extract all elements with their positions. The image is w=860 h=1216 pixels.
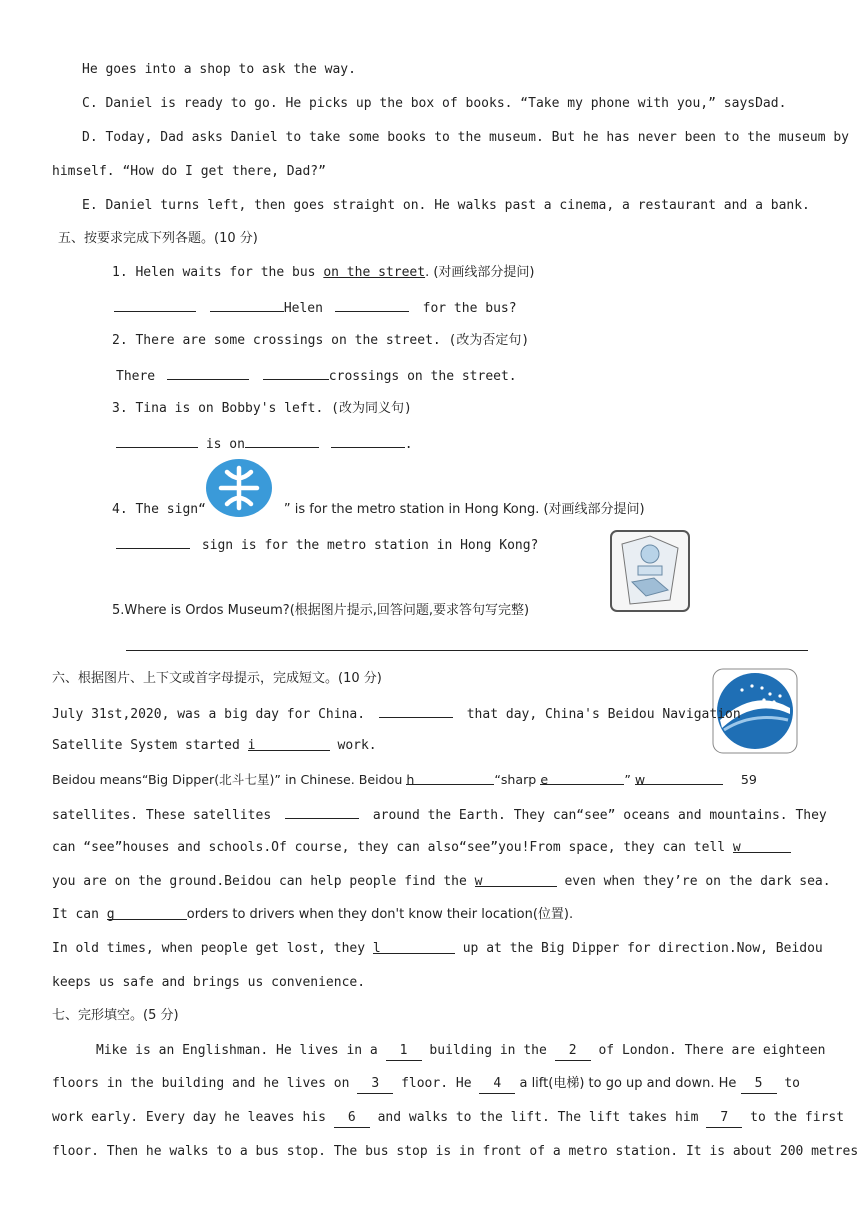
q2-answer [116, 366, 517, 386]
cloze-p2-d: to [776, 1076, 800, 1091]
cloze-p3-a: work early. Every day he leaves his [52, 1110, 334, 1125]
sec6-blank-e[interactable] [540, 771, 624, 785]
q1-blank-2[interactable] [210, 298, 284, 312]
story-line-e: E. Daniel turns left, then goes straight on. He walks past a cinema, a restaurant and a bank. [82, 198, 810, 213]
sec6-blank-g[interactable] [107, 906, 187, 920]
cloze-blank-1[interactable]: 1 [386, 1042, 422, 1061]
q3-prompt [112, 400, 412, 418]
q1-helen: Helen [283, 301, 323, 316]
q1-blank-1[interactable] [114, 298, 196, 312]
cloze-p1-b: building in the [421, 1043, 555, 1058]
cloze-blank-2[interactable]: 2 [555, 1042, 591, 1061]
sec6-line-3 [52, 771, 757, 789]
cloze-p1-c: of London. There are eighteen [590, 1043, 826, 1058]
sec6-blank-w1[interactable] [635, 771, 723, 785]
q2-text: 2. There are some crossings on the street. (改为否定句) [112, 333, 530, 348]
q3-answer [116, 434, 413, 454]
sec6-line-1 [52, 704, 741, 724]
section-7-title: 七、完形填空。(5 分) [52, 1008, 179, 1023]
q4-text-b: ” is for the metro station in Hong Kong. (对画线部分提问) [283, 502, 645, 517]
sec6-l2-a: Satellite System started [52, 738, 248, 753]
hint-letter-i: i [247, 738, 256, 753]
q1-text: 1. Helen waits for the bus [112, 265, 324, 280]
cloze-line-3 [52, 1109, 844, 1128]
cloze-blank-4[interactable]: 4 [479, 1075, 515, 1094]
cloze-p3-c: to the first [742, 1110, 845, 1125]
sec6-l3-b: “sharp [494, 772, 541, 787]
sec6-l3-a: Beidou means“Big Dipper(北斗七星)” in Chinese. Beidou [52, 772, 407, 787]
q5-prompt [112, 602, 529, 620]
hint-letter-h: h [406, 772, 415, 787]
q1-underlined: on the street [323, 265, 426, 280]
story-line-c: C. Daniel is ready to go. He picks up the box of books. “Take my phone with you,” saysDad. [82, 96, 787, 111]
sec6-l7-b: orders to drivers when they don't know their location(位置). [186, 907, 574, 922]
sec6-blank-l[interactable] [373, 940, 455, 954]
q2-there: There [116, 369, 156, 384]
cloze-p2-b: floor. He [393, 1076, 480, 1091]
sec6-blank-w2[interactable] [733, 839, 791, 853]
sec6-line-4 [52, 805, 827, 825]
q5-text: 5.Where is Ordos Museum?(根据图片提示,回答问题,要求答句写完整) [112, 603, 530, 618]
sec6-blank-h[interactable] [406, 771, 494, 785]
sec6-l3-c: ” [624, 772, 635, 787]
sec6-blank-2[interactable] [285, 805, 359, 819]
hint-letter-g: g [106, 907, 115, 922]
cloze-p3-b: and walks to the lift. The lift takes him [369, 1110, 707, 1125]
story-line-b: He goes into a shop to ask the way. [82, 62, 356, 77]
q3-is-on: is on [198, 437, 245, 452]
sec6-l1-b: that day, China's Beidou Navigation [466, 707, 741, 722]
sec6-l7-a: It can [52, 907, 107, 922]
sec6-l8-b: up at the Big Dipper for direction.Now, Beidou [454, 941, 823, 956]
sec6-l4-a: satellites. These satellites [52, 808, 272, 823]
ordos-map-image [610, 530, 690, 612]
q3-period: . [404, 437, 413, 452]
sec6-l6-a: you are on the ground.Beidou can help people find the [52, 874, 475, 889]
sec6-blank-w3[interactable] [475, 873, 557, 887]
q2-blank-1[interactable] [167, 366, 249, 380]
q1-answer [114, 298, 517, 318]
cloze-p2-a: floors in the building and he lives on [52, 1076, 358, 1091]
sec6-line-9: keeps us safe and brings us convenience. [52, 975, 366, 990]
q2-prompt [112, 332, 529, 350]
sec6-line-7 [52, 906, 573, 924]
sec6-l2-b: work. [329, 738, 377, 753]
cloze-p2-c: a lift(电梯) to go up and down. He [515, 1076, 741, 1091]
cloze-p1-a: Mike is an Englishman. He lives in a [96, 1043, 386, 1058]
sec6-line-5 [52, 839, 791, 857]
sec6-blank-1[interactable] [379, 704, 453, 718]
section-5-title: 五、按要求完成下列各题。(10 分) [58, 231, 258, 246]
q4-answer [116, 535, 538, 555]
sec6-l6-b: even when they’re on the dark sea. [556, 874, 831, 889]
sec6-l1-a: July 31st,2020, was a big day for China. [52, 707, 366, 722]
story-line-d2: himself. “How do I get there, Dad?” [52, 164, 326, 179]
sec6-l3-d: 59 [740, 772, 757, 787]
cloze-line-1 [96, 1042, 825, 1061]
q1-prompt [112, 264, 535, 282]
q3-blank-2[interactable] [245, 434, 319, 448]
q1-blank-3[interactable] [335, 298, 409, 312]
hint-letter-w2: w [732, 840, 741, 855]
sec6-l5-a: can “see”houses and schools.Of course, they can also“see”you!From space, they can tell [52, 840, 733, 855]
q2-tail: crossings on the street. [328, 369, 517, 384]
sec6-l8-a: In old times, when people get lost, they [52, 941, 373, 956]
sec6-line-8 [52, 940, 823, 958]
q4-prompt [112, 501, 645, 519]
q5-answer-line[interactable] [126, 650, 808, 651]
hint-letter-w1: w [634, 772, 646, 787]
cloze-blank-5[interactable]: 5 [741, 1075, 777, 1094]
q1-instruction: . (对画线部分提问) [425, 265, 535, 280]
hint-letter-e: e [540, 772, 549, 787]
q3-blank-1[interactable] [116, 434, 198, 448]
sec6-l4-b: around the Earth. They can“see” oceans and mountains. They [372, 808, 827, 823]
q4-text-a: 4. The sign“ [112, 502, 206, 517]
sec6-blank-i[interactable] [248, 737, 330, 751]
hint-letter-w3: w [474, 874, 483, 889]
q2-blank-2[interactable] [263, 366, 329, 380]
cloze-blank-6[interactable]: 6 [334, 1109, 370, 1128]
cloze-line-4: floor. Then he walks to a bus stop. The bus stop is in front of a metro station. It is about 200 metres [52, 1144, 859, 1159]
hint-letter-l: l [372, 941, 381, 956]
section-6-title: 六、根据图片、上下文或首字母提示，完成短文。(10 分) [52, 671, 382, 686]
q1-tail: for the bus? [422, 301, 517, 316]
q3-text: 3. Tina is on Bobby's left. (改为同义句) [112, 401, 412, 416]
sec6-line-2 [52, 737, 377, 755]
q3-blank-3[interactable] [331, 434, 405, 448]
story-line-d1: D. Today, Dad asks Daniel to take some books to the museum. But he has never been to the museum by [82, 130, 850, 145]
cloze-blank-7[interactable]: 7 [706, 1109, 742, 1128]
q4-tail: sign is for the metro station in Hong Kong? [201, 538, 539, 553]
sec6-line-6 [52, 873, 831, 891]
cloze-blank-3[interactable]: 3 [357, 1075, 393, 1094]
cloze-line-2 [52, 1075, 800, 1094]
q4-blank[interactable] [116, 535, 190, 549]
